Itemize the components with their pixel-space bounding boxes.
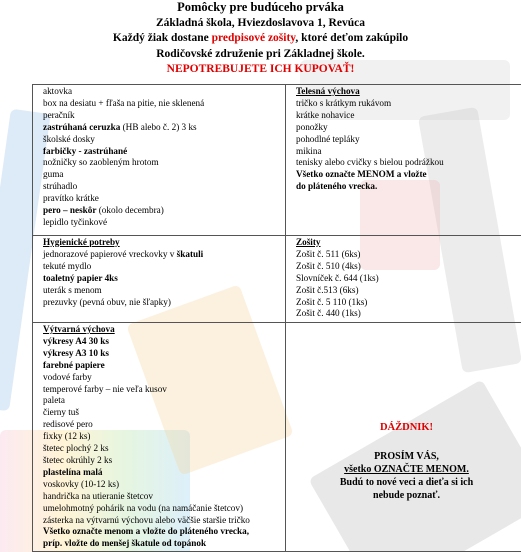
- list-item: jednorazové papierové vreckovky v škatuli: [43, 248, 204, 259]
- notebook-notice: Každý žiak dostane predpisové zošity, ktoré deťom zakúpilo: [112, 32, 409, 44]
- list-item: box na desiatu + fľaša na pitie, nie sklenená: [43, 97, 205, 108]
- list-item: Zošit č.513 (6ks): [296, 284, 359, 295]
- list-item: zásterka na výtvarnú výchovu alebo väčšie staršie tričko: [43, 514, 250, 525]
- list-item: uterák s menom: [43, 284, 102, 295]
- art-note-2: príp. vložte do menšej škatule od topánok: [43, 538, 207, 549]
- list-item: umelohmotný pohárik na vodu (na namáčanie štetcov): [43, 502, 244, 513]
- umbrella-text: DÁŽDNIK!: [379, 422, 434, 434]
- pe-cell: [286, 85, 521, 236]
- list-item: guma: [43, 169, 64, 180]
- list-item: aktovka: [43, 86, 73, 96]
- hygiene-cell: [33, 236, 286, 323]
- list-item: Zošit č. 440 (1ks): [296, 308, 361, 319]
- school-address: Základná škola, Hviezdoslavova 1, Revúca: [156, 16, 365, 29]
- list-item: pravítko krátke: [43, 193, 99, 204]
- reminder-cell: [286, 323, 521, 552]
- list-item: výkresy A4 30 ks: [43, 335, 109, 346]
- list-item: krátke nohavice: [296, 109, 355, 120]
- list-item: školské dosky: [43, 133, 95, 144]
- list-item: peračník: [43, 109, 75, 120]
- hygiene-heading: Hygienické potreby: [43, 237, 120, 247]
- list-item: tekuté mydlo: [43, 260, 92, 271]
- warning-text: NEPOTREBUJETE ICH KUPOVAŤ!: [166, 63, 355, 75]
- list-item: Zošit č. 511 (6ks): [296, 248, 361, 259]
- list-item: voskovky (10-12 ks): [43, 478, 120, 489]
- pe-note-2: do pláteného vrecka.: [296, 181, 378, 192]
- list-item: redisové pero: [43, 419, 93, 430]
- parents-association: Rodičovské združenie pri Základnej škole.: [156, 47, 365, 60]
- list-item: mikina: [296, 145, 322, 156]
- list-item: nožničky so zaobleným hrotom: [43, 157, 159, 168]
- list-item: strúhadlo: [43, 181, 78, 192]
- list-item: farebné papiere: [43, 359, 105, 370]
- list-item: Zošit č. 5 110 (1ks): [296, 296, 368, 307]
- list-item: štetec okrúhly 2 ks: [43, 454, 113, 465]
- list-item: lepidlo tyčinkové: [43, 216, 108, 227]
- list-item: výkresy A3 10 ks: [43, 347, 109, 358]
- pe-heading: Telesná výchova: [296, 86, 360, 96]
- list-item: čierny tuš: [43, 407, 79, 418]
- list-item: tričko s krátkym rukávom: [296, 97, 392, 108]
- list-item: pero – neskôr (okolo decembra): [43, 205, 164, 216]
- list-item: Slovníček č. 644 (1ks): [296, 272, 379, 283]
- list-item: štetec plochý 2 ks: [43, 443, 109, 454]
- header: [0, 0, 521, 78]
- list-item: plastelína malá: [43, 466, 103, 477]
- notebooks-cell: [286, 236, 521, 323]
- list-item: zastrúhaná ceruzka (HB alebo č. 2) 3 ks: [43, 121, 197, 132]
- list-item: prezuvky (pevná obuv, nie šľapky): [43, 296, 171, 307]
- list-item: handrička na utieranie štetcov: [43, 490, 153, 501]
- supplies-table: [32, 84, 521, 552]
- list-item: ponožky: [296, 121, 328, 132]
- list-item: paleta: [43, 395, 65, 406]
- list-item: vodové farby: [43, 371, 92, 382]
- notebooks-heading: Zošity: [296, 237, 321, 247]
- notebook-notice-highlight: predpisové zošity: [211, 32, 296, 44]
- art-heading: Výtvarná výchova: [43, 324, 115, 334]
- list-item: fixky (12 ks): [43, 431, 91, 442]
- pe-note-1: Všetko označte MENOM a vložte: [296, 169, 427, 180]
- list-item: toaletný papier 4ks: [43, 272, 118, 283]
- school-supplies-cell: [33, 85, 286, 236]
- art-note-1: Všetko označte menom a vložte do pláteného vrecka,: [43, 526, 250, 537]
- list-item: tenisky alebo cvičky s bielou podrážkou: [296, 157, 444, 168]
- list-item: pohodlné tepláky: [296, 133, 360, 144]
- please-label-note: PROSÍM VÁS, všetko OZNAČTE MENOM. Budú to nové veci a dieťa si ich nebude poznať.: [339, 451, 474, 502]
- page-title: Pomôcky pre budúceho prváka: [177, 0, 344, 14]
- list-item: farbičky - zastrúhané: [43, 145, 128, 156]
- list-item: Zošit č. 510 (4ks): [296, 260, 361, 271]
- art-cell: [33, 323, 286, 552]
- list-item: temperové farby – nie veľa kusov: [43, 383, 167, 394]
